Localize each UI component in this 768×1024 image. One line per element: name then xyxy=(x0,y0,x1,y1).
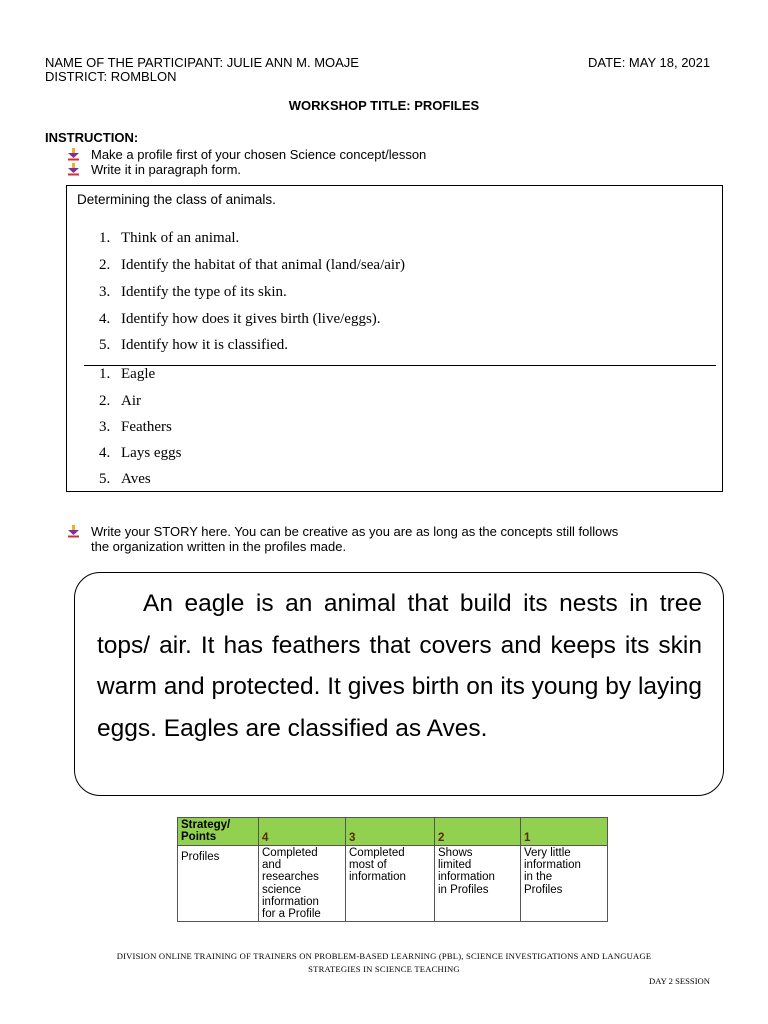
profile-answer: 4. Lays eggs xyxy=(99,445,182,461)
profile-answer: 3. Feathers xyxy=(99,419,172,435)
document-date: DATE: MAY 18, 2021 xyxy=(588,55,711,70)
rubric-header-row xyxy=(178,818,608,846)
story-prompt-text-continued: the organization written in the profiles made. xyxy=(91,539,347,554)
rubric-cell: Completed most of information xyxy=(346,846,435,922)
rubric-table xyxy=(177,817,608,922)
profile-step: 5. Identify how it is classified. xyxy=(99,337,289,353)
story-prompt-text: Write your STORY here. You can be creative as you are as long as the concepts still follows xyxy=(91,524,619,539)
arrow-bullet-icon xyxy=(67,163,80,176)
profile-heading: Determining the class of animals. xyxy=(77,192,276,207)
profile-answer-text: Aves xyxy=(121,471,151,487)
footer-title-line2: STRATEGIES IN SCIENCE TEACHING xyxy=(308,964,460,974)
day-session-label: DAY 2 SESSION xyxy=(649,976,710,986)
rubric-cell: Completed and researches science information for a Profile xyxy=(259,846,346,922)
rubric-row-profiles xyxy=(178,846,608,922)
profile-step: 4. Identify how does it gives birth (live/eggs). xyxy=(99,311,381,327)
profile-answer: 1. Eagle xyxy=(99,366,156,382)
participant-name: NAME OF THE PARTICIPANT: JULIE ANN M. MOAJE xyxy=(45,55,359,70)
profile-answer-text: Eagle xyxy=(121,366,156,382)
district: DISTRICT: ROMBLON xyxy=(45,69,177,84)
instruction-label: INSTRUCTION: xyxy=(45,130,139,145)
arrow-bullet-icon xyxy=(67,148,80,161)
rubric-points-1: 1 xyxy=(521,818,608,846)
profile-answer: 5. Aves xyxy=(99,471,151,487)
profile-answer-text: Feathers xyxy=(121,419,172,435)
rubric-row-label: Profiles xyxy=(178,846,259,922)
profile-answer: 2. Air xyxy=(99,393,141,409)
rubric-header-label: Strategy/ Points xyxy=(178,818,259,846)
arrow-bullet-icon xyxy=(67,525,80,538)
rubric-cell: Very little information in the Profiles xyxy=(521,846,608,922)
workshop-title: WORKSHOP TITLE: PROFILES xyxy=(288,98,480,113)
story-box xyxy=(74,572,724,796)
profile-answer-text: Air xyxy=(121,393,141,409)
instruction-item-text: Make a profile first of your chosen Science concept/lesson xyxy=(91,147,427,162)
profile-step-text: Identify the habitat of that animal (land/sea/air) xyxy=(121,257,406,273)
profile-step-text: Identify how it is classified. xyxy=(121,337,289,353)
rubric-points-2: 2 xyxy=(435,818,521,846)
instruction-item-text: Write it in paragraph form. xyxy=(91,162,242,177)
profile-step-text: Identify how does it gives birth (live/eggs). xyxy=(121,311,381,327)
rubric-cell: Shows limited information in Profiles xyxy=(435,846,521,922)
profile-step: 3. Identify the type of its skin. xyxy=(99,284,287,300)
profile-step: 1. Think of an animal. xyxy=(99,230,240,246)
profile-divider xyxy=(84,365,716,366)
rubric-points-3: 3 xyxy=(346,818,435,846)
rubric-points-4: 4 xyxy=(259,818,346,846)
story-paragraph: An eagle is an animal that build its nests in tree tops/ air. It has feathers that covers and keeps its skin warm and protected. It gives birth on its young by laying eggs. Eagles are classified as Aves. xyxy=(97,590,702,742)
profile-step: 2. Identify the habitat of that animal (land/sea/air) xyxy=(99,257,406,273)
profile-answer-text: Lays eggs xyxy=(121,445,182,461)
footer-title-line1: DIVISION ONLINE TRAINING OF TRAINERS ON PROBLEM-BASED LEARNING (PBL), SCIENCE INVESTIGATIONS AND LANGUAGE xyxy=(116,951,652,961)
profile-step-text: Think of an animal. xyxy=(121,230,240,246)
profile-step-text: Identify the type of its skin. xyxy=(121,284,287,300)
profile-box xyxy=(66,185,723,492)
